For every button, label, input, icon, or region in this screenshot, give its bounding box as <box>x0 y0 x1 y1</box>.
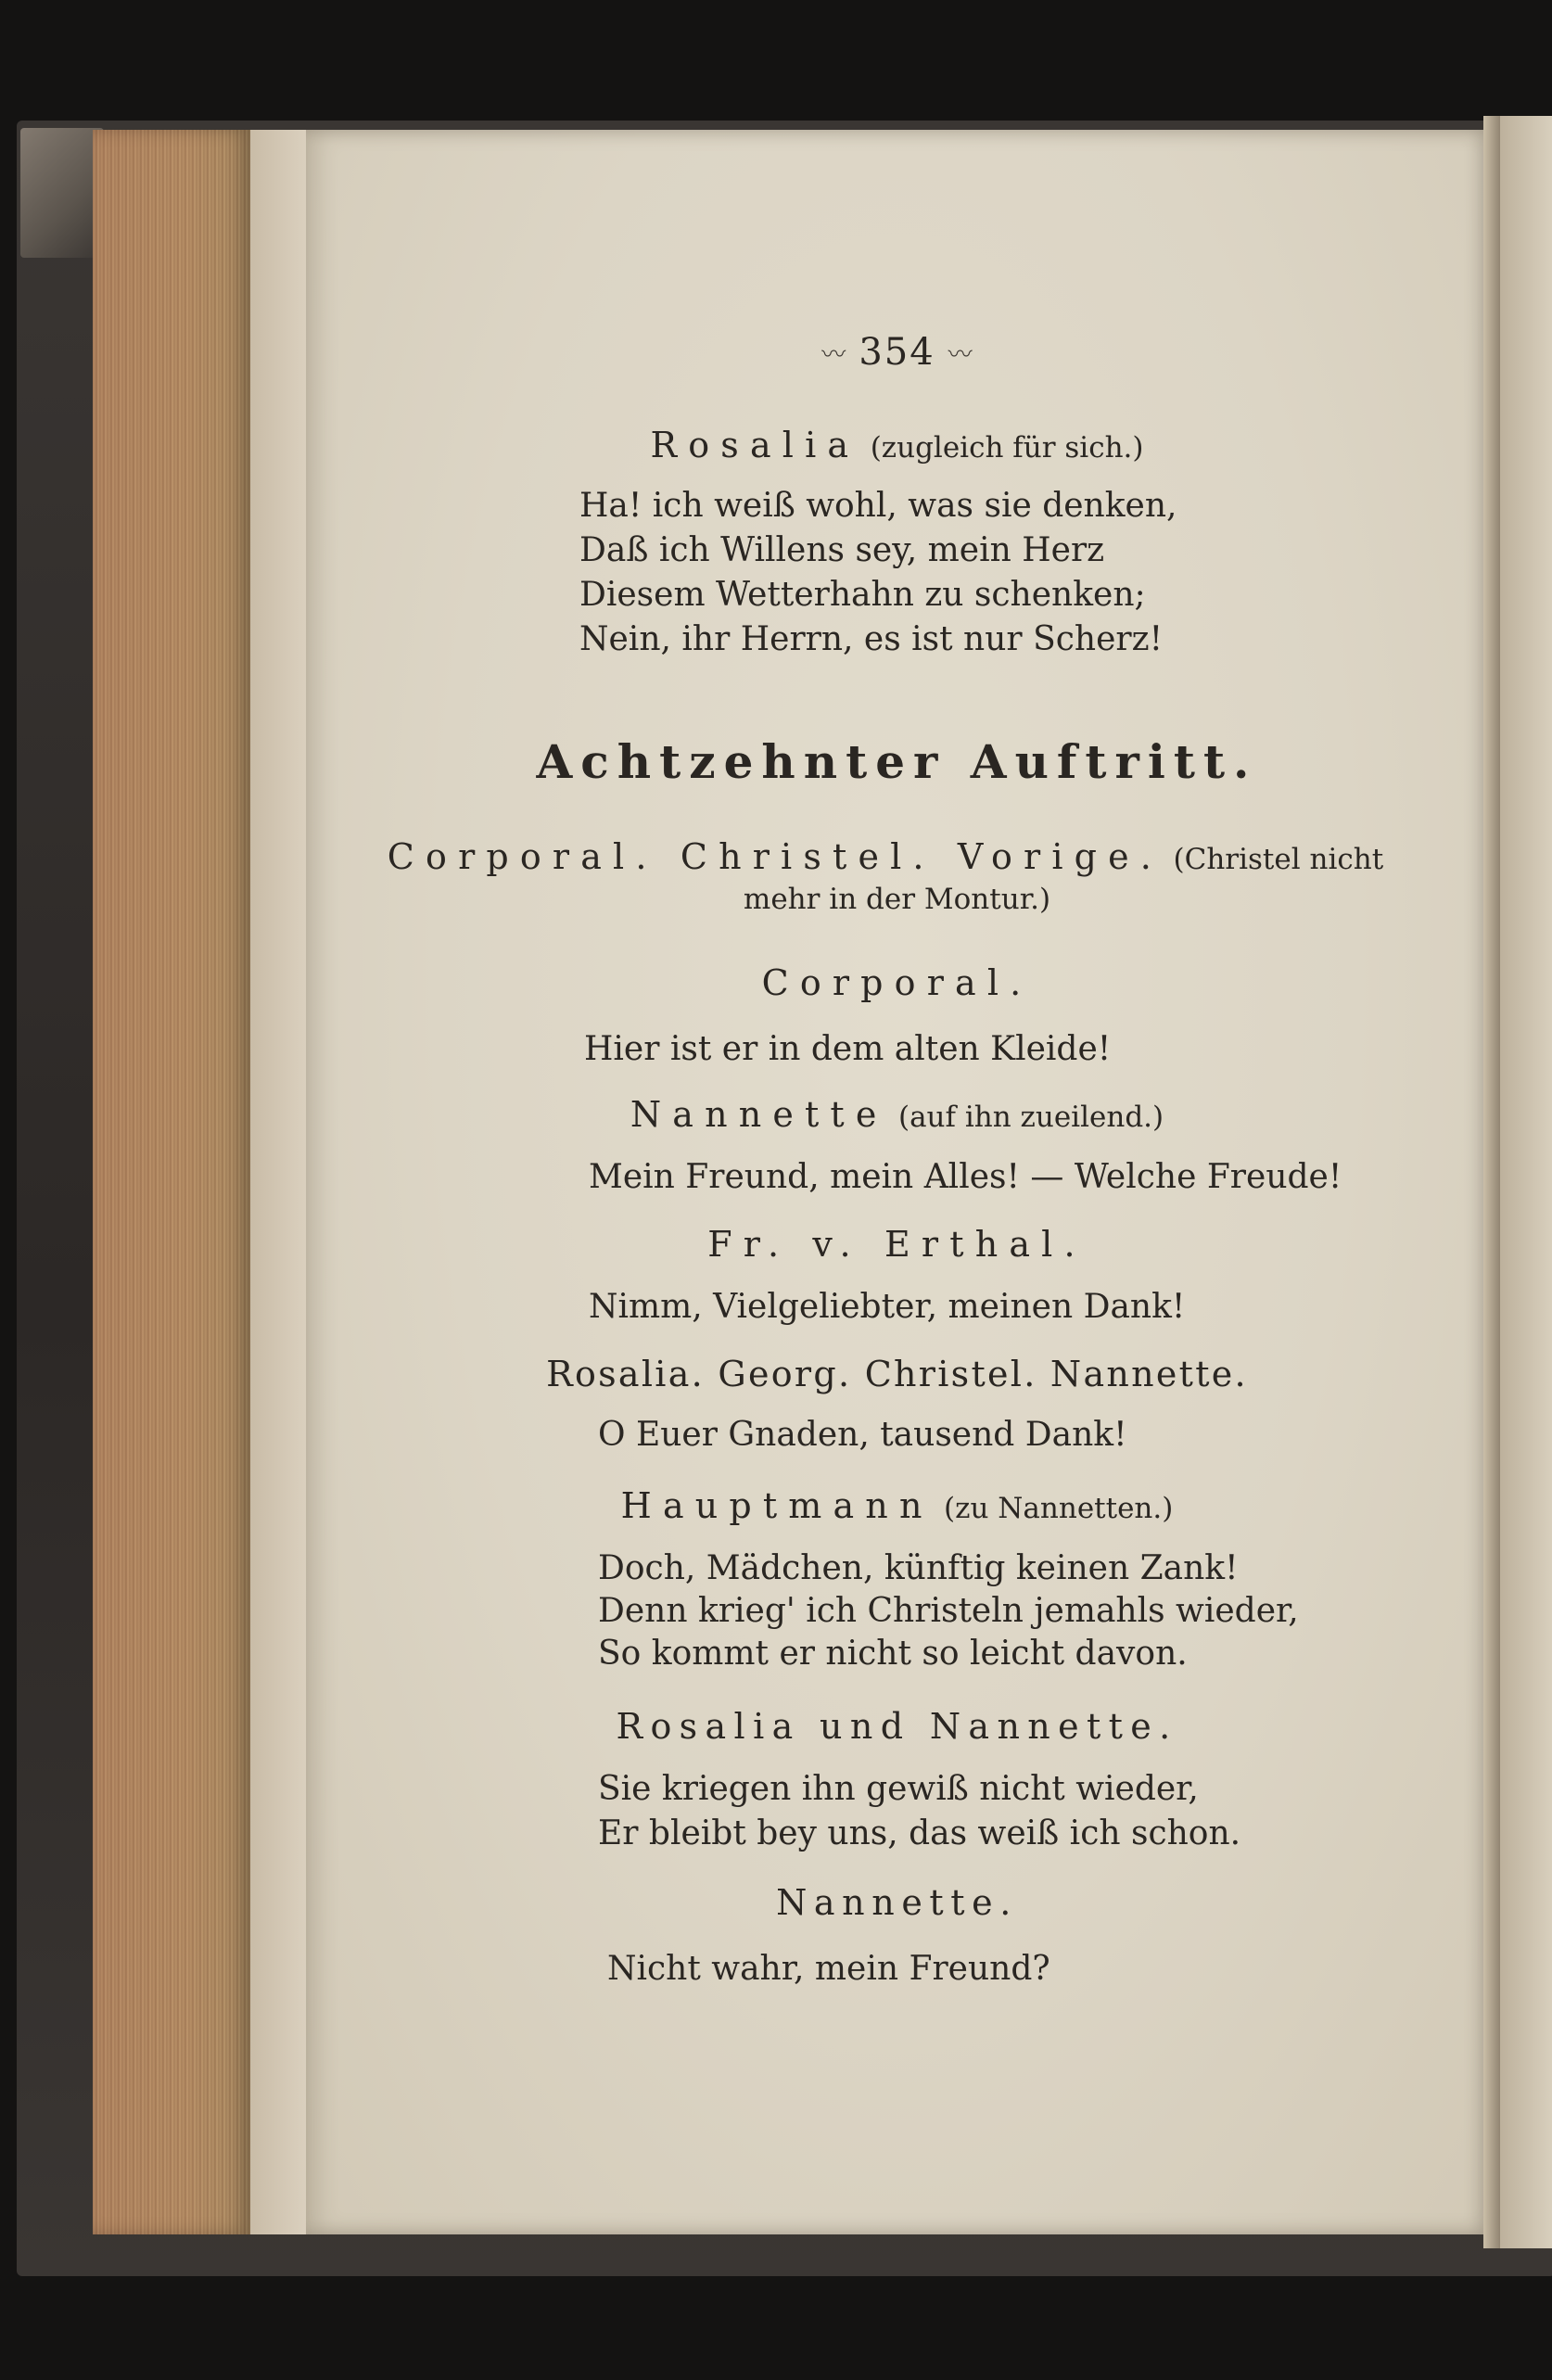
speaker-nannette-2: Nannette. <box>776 1882 1018 1923</box>
speaker-name: Nannette <box>630 1094 888 1135</box>
page-header <box>306 332 1488 375</box>
ornament-left: 〰 <box>821 341 846 369</box>
stage-direction: (auf ihn zueilend.) <box>897 1101 1164 1134</box>
line-hauptmann-3: So kommt er nicht so leicht davon. <box>598 1635 1188 1673</box>
cast-direction-a: (Christel nicht <box>1173 843 1384 876</box>
speaker-corporal: Corporal. <box>761 962 1033 1003</box>
ornament-right: 〰 <box>948 341 973 369</box>
line-duo-2: Er bleibt bey uns, das weiß ich schon. <box>598 1814 1241 1852</box>
line-nannette: Mein Freund, mein Alles! — Welche Freude! <box>589 1158 1342 1196</box>
line-duo-1: Sie kriegen ihn gewiß nicht wieder, <box>598 1770 1199 1808</box>
scene-heading: Achtzehnter Auftritt. <box>536 734 1258 789</box>
page-text <box>306 130 1488 2234</box>
speaker-nannette <box>306 1094 1488 1138</box>
verse-line-3: Diesem Wetterhahn zu schenken; <box>579 576 1146 614</box>
stage-direction: (zu Nannetten.) <box>944 1492 1174 1525</box>
line-group: O Euer Gnaden, tausend Dank! <box>598 1416 1127 1454</box>
cast-direction-b: mehr in der Montur.) <box>743 883 1051 916</box>
page-number: 354 <box>859 331 935 374</box>
speaker-erthal: Fr. v. Erthal. <box>707 1224 1087 1265</box>
speaker-duo: Rosalia und Nannette. <box>616 1706 1178 1747</box>
speaker-group: Rosalia. Georg. Christel. Nannette. <box>546 1354 1248 1394</box>
speaker-name: Hauptmann <box>620 1485 934 1526</box>
facing-page-edge <box>1500 116 1552 2248</box>
cast-names: Corporal. Christel. Vorige. <box>387 836 1164 877</box>
page-edges <box>93 130 250 2234</box>
line-corporal: Hier ist er in dem alten Kleide! <box>584 1030 1112 1068</box>
line-nannette-2: Nicht wahr, mein Freund? <box>607 1950 1050 1988</box>
speaker-hauptmann <box>306 1485 1488 1529</box>
cast-list <box>306 836 1465 880</box>
worn-cover-corner <box>20 128 104 258</box>
verse-line-4: Nein, ihr Herrn, es ist nur Scherz! <box>579 620 1164 658</box>
speaker-name: Rosalia <box>650 425 860 465</box>
speaker-rosalia <box>306 425 1488 468</box>
line-erthal: Nimm, Vielgeliebter, meinen Dank! <box>589 1288 1186 1326</box>
line-hauptmann-2: Denn krieg' ich Christeln jemahls wieder, <box>598 1592 1299 1630</box>
verse-line-2: Daß ich Willens sey, mein Herz <box>579 531 1105 569</box>
stage-direction: (zugleich für sich.) <box>870 431 1144 465</box>
line-hauptmann-1: Doch, Mädchen, künftig keinen Zank! <box>598 1549 1239 1587</box>
verse-line-1: Ha! ich weiß wohl, was sie denken, <box>579 487 1177 525</box>
